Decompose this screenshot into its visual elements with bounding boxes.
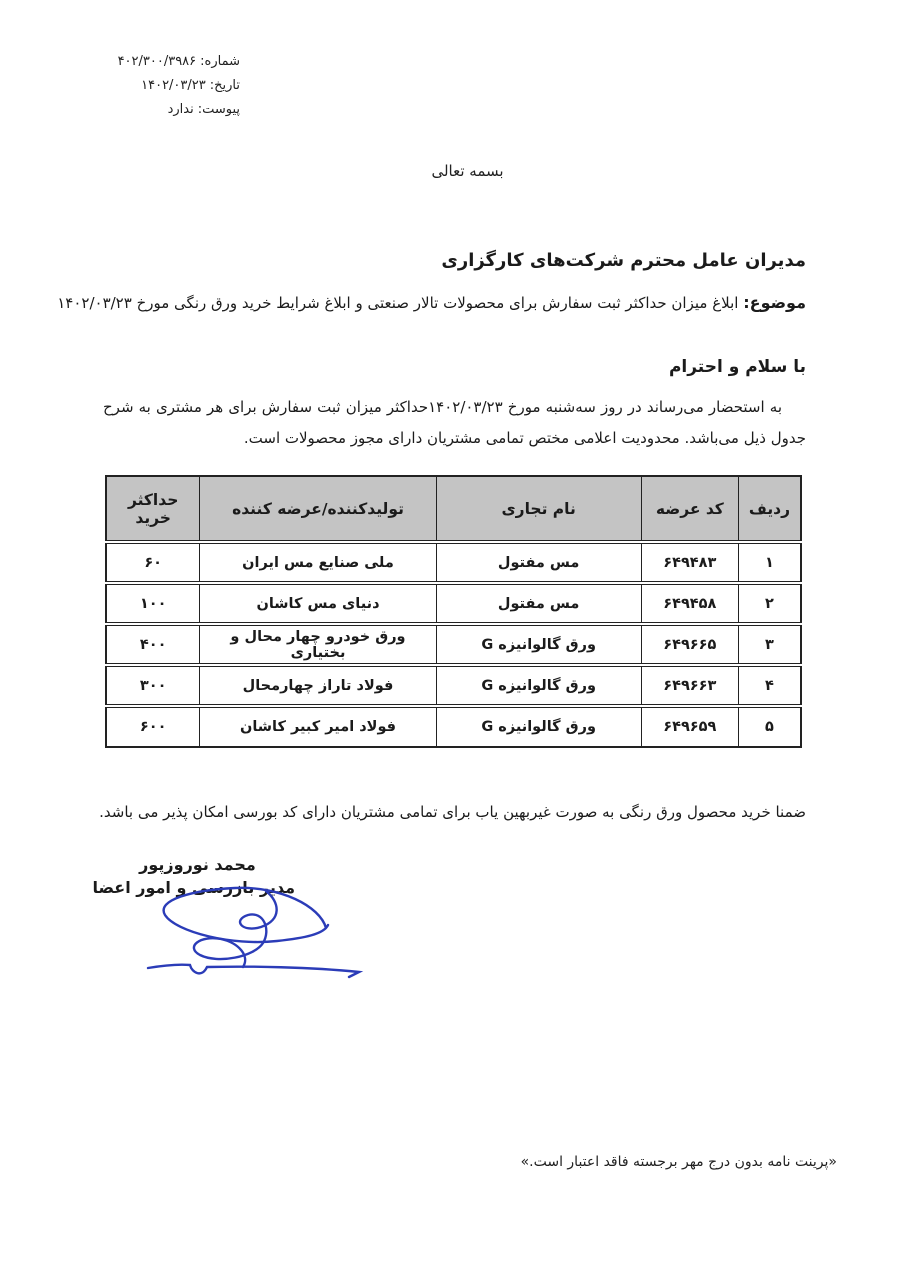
subject-line [57, 293, 806, 312]
salutation-heading: با سلام و احترام [668, 357, 806, 377]
cell-code: ۶۴۹۶۶۳ [641, 665, 738, 706]
besmele-text: بسمه تعالی [431, 162, 504, 180]
signer-name: محمد نوروزپور [139, 855, 256, 874]
cell-producer: فولاد تاراز چهارمحال [200, 665, 436, 706]
col-header-code: کد عرضه [641, 476, 738, 542]
letter-attachment-label: پیوست: [197, 102, 240, 117]
cell-trade-name: ورق گالوانیزه G [436, 706, 641, 747]
cell-radif: ۵ [738, 706, 801, 747]
table-row [106, 624, 801, 665]
order-limits-table [105, 475, 802, 748]
cell-max-buy: ۳۰۰ [106, 665, 200, 706]
letter-date-value: ۱۴۰۲/۰۳/۲۳ [141, 78, 206, 93]
cell-producer: دنیای مس کاشان [200, 583, 436, 624]
recipient-heading: مدیران عامل محترم شرکت‌های کارگزاری [441, 250, 806, 271]
cell-radif: ۱ [738, 542, 801, 583]
letter-attachment-line [100, 98, 240, 122]
cell-producer: ملی صنایع مس ایران [200, 542, 436, 583]
letter-date-label: تاریخ: [209, 78, 240, 93]
letter-attachment-value: ندارد [167, 102, 194, 117]
letter-number-line [100, 50, 240, 74]
subject-text: ابلاغ میزان حداکثر ثبت سفارش برای محصولات تالار صنعتی و ابلاغ شرایط خرید ورق رنگی مورخ ۱۴۰۲/۰۳/۲۳ [57, 294, 739, 312]
postscript-paragraph: ضمنا خرید محصول ورق رنگی به صورت غیربهین یاب برای تمامی مشتریان دارای کد بورسی امکان پذیر می باشد. [99, 803, 806, 821]
col-header-producer: تولیدکننده/عرضه کننده [200, 476, 436, 542]
cell-code: ۶۴۹۴۵۸ [641, 583, 738, 624]
letterhead-meta [100, 50, 240, 122]
cell-producer: فولاد امیر کبیر کاشان [200, 706, 436, 747]
cell-max-buy: ۴۰۰ [106, 624, 200, 665]
cell-radif: ۳ [738, 624, 801, 665]
cell-producer: ورق خودرو چهار محال و بختیاری [200, 624, 436, 665]
cell-max-buy: ۶۰۰ [106, 706, 200, 747]
cell-trade-name: ورق گالوانیزه G [436, 624, 641, 665]
cell-radif: ۲ [738, 583, 801, 624]
cell-trade-name: مس مفتول [436, 583, 641, 624]
cell-trade-name: مس مفتول [436, 542, 641, 583]
cell-code: ۶۴۹۶۶۵ [641, 624, 738, 665]
table-header-row [106, 476, 801, 542]
table-row [106, 542, 801, 583]
cell-code: ۶۴۹۶۵۹ [641, 706, 738, 747]
footer-note: «پرینت نامه بدون درج مهر برجسته فاقد اعتبار است.» [520, 1154, 837, 1170]
table-row [106, 665, 801, 706]
signature-block [92, 853, 295, 899]
signer-title: مدیر بازرسی و امور اعضا [92, 878, 295, 897]
cell-radif: ۴ [738, 665, 801, 706]
col-header-radif: ردیف [738, 476, 801, 542]
cell-code: ۶۴۹۴۸۳ [641, 542, 738, 583]
body-paragraph: به استحضار می‌رساند در روز سه‌شنبه مورخ ۱۴۰۲/۰۳/۲۳حداکثر میزان ثبت سفارش برای هر مشتری به شرح جدول ذیل می‌باشد. محدودیت اعلامی مختص تمامی مشتریان دارای مجوز محصولات است. [103, 398, 806, 447]
cell-trade-name: ورق گالوانیزه G [436, 665, 641, 706]
table-row [106, 583, 801, 624]
cell-max-buy: ۱۰۰ [106, 583, 200, 624]
col-header-max-buy: حداکثر خرید [106, 476, 200, 542]
cell-max-buy: ۶۰ [106, 542, 200, 583]
letter-number-label: شماره: [200, 54, 240, 69]
letter-number-value: ۴۰۲/۳۰۰/۳۹۸۶ [117, 54, 197, 69]
subject-label: موضوع: [743, 293, 806, 312]
letter-date-line [100, 74, 240, 98]
table-row [106, 706, 801, 747]
col-header-trade-name: نام تجاری [436, 476, 641, 542]
